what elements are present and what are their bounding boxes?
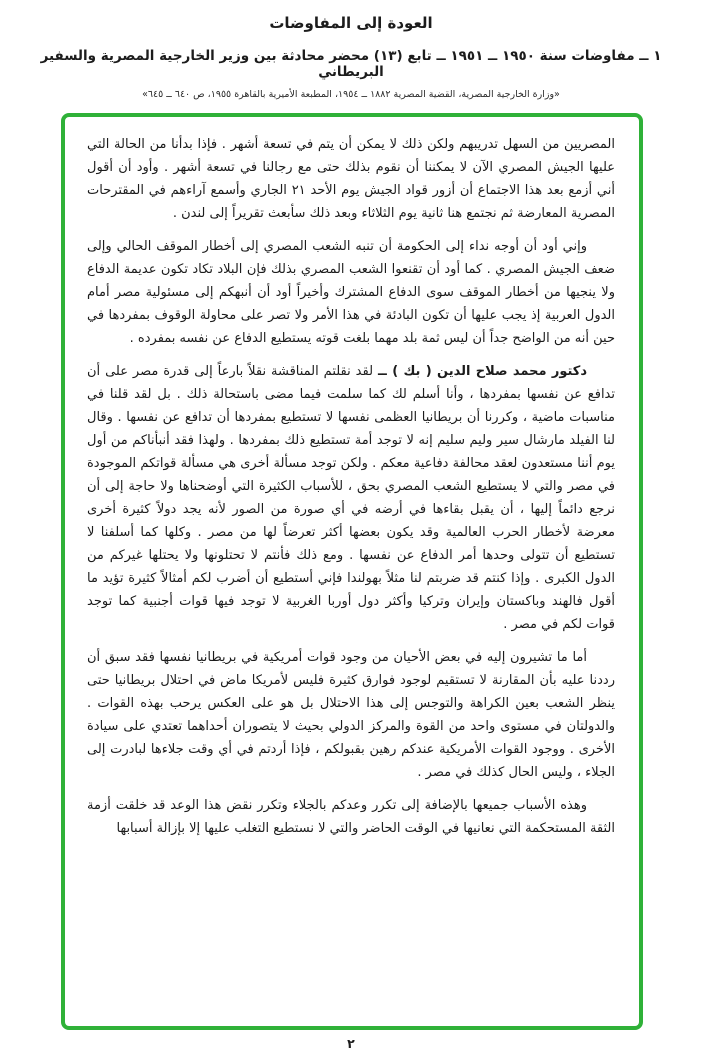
body-paragraph: وإني أود أن أوجه نداء إلى الحكومة أن تنبه الشعب المصري إلى أخطار الموقف الحالي وإلى ضعف الجيش المصري . كما أود أن تقنعوا الشعب المصري بذلك فإن البلاد تكاد تكون عديمة الدفاع ولا ينجيها من أخطار الموقف سوى الدفاع المشترك وأخيراً أود أن أنبهكم إلى مسئولية مصر أمام الدول العربية إذ يجب عليها أن تكون البادئة في هذا الأمر ولا تصر على محاولة الوقوف بمفردها في حين أنه من الواضح جداً أن ليس ثمة بلد مهما بلغت قوته يستطيع الدفاع عن نفسه بمفرده . [87, 239, 615, 346]
page-title: العودة إلى المفاوضات [269, 14, 433, 32]
body-paragraph: المصريين من السهل تدريبهم ولكن ذلك لا يمكن أن يتم في تسعة أشهر . فإذا بدأنا من الحالة التي عليها الجيش المصري الآن لا يمكننا أن نقوم بذلك حتى مع رجالنا في تسعة أشهر . وأود أن أقول أني أزمع بعد هذا الاجتماع أن أزور قواد الجيش يوم الأحد ٢١ الجاري وأسمع آراءهم في المقترحات المصرية المعارضة ثم نجتمع هنا ثانية يوم الثلاثاء وبعد ذلك سأبعث تقريراً إلى لندن . [87, 137, 615, 221]
page-number: ٢ [347, 1036, 355, 1051]
speaker-name: دكتور محمد صلاح الدين ( بك ) ــ [377, 364, 588, 379]
source-citation: «وزارة الخارجية المصرية، القضية المصرية ١٨٨٢ ــ ١٩٥٤، المطبعة الأميرية بالقاهرة ١٩٥٥، ص ٦٤٠ ــ ٦٤٥» [142, 89, 560, 100]
body-paragraph: وهذه الأسباب جميعها بالإضافة إلى تكرر وعدكم بالجلاء وتكرر نقض هذا الوعد قد خلقت أزمة الثقة المستحكمة التي نعانيها في الوقت الحاضر والتي لا نستطيع التغلب عليها إلا بإزالة أسبابها [87, 798, 615, 836]
highlight-box [61, 113, 643, 1030]
page-header [0, 14, 702, 100]
section-heading: ١ ــ مفاوضات سنة ١٩٥٠ ــ ١٩٥١ ــ تابع (١٣) محضر محادثة بين وزير الخارجية المصرية والسفير البريطاني [40, 48, 662, 80]
body-paragraph: أما ما تشيرون إليه في بعض الأحيان من وجود قوات أمريكية في بريطانيا نفسها فقد سبق أن رددنا عليه بأن المقارنة لا تستقيم لوجود فوارق كثيرة فليس لأمريكا ماض في احتلال بريطانيا حتى ينظر الشعب بعين الكراهة والتوجس إلى هذا الاحتلال بل هو على العكس يرحب بهذه القوات . والدولتان في مستوى واحد من القوة والمركز الدولي بحيث لا يتصوران أحداهما تعتدي على سيادة الأخرى . ووجود القوات الأمريكية عندكم رهين بقبولكم ، فإذا أردتم في أي وقت جلاءها لبادرت إلى الجلاء ، وليس الحال كذلك في مصر . [87, 650, 615, 780]
body-paragraph [87, 360, 615, 636]
paragraph-text: لقد نقلتم المناقشة نقلاً بارعاً إلى قدرة مصر على أن تدافع عن نفسها بمفردها ، وأنا أسلم لك كما سلمت فيما مضى باستحالة ذلك . بل لقد قلنا في مناسبات ماضية ، وكررنا أن بريطانيا العظمى نفسها لا تستطيع بمفردها أن تدافع عن نفسها . وقال لنا الفيلد مارشال سير وليم سليم إنه لا توجد أمة تستطيع ذلك بمفردها . ولهذا فقد أنبأناكم من أول يوم أننا مستعدون لعقد محالفة دفاعية معكم . ولكن توجد مسألة أخرى هي مسألة قواتكم الموجودة في مصر والتي لا يستطيع الشعب المصري بحق ، للأسباب الكثيرة التي أوضحناها ولا حاجة إلى أن نرجع دائماً إليها ، أن يقبل بقاءها في أرضه في أي صورة من الصور لأنه يجد دولاً كثيرة أخرى معرضة لأخطار الحرب العالمية وقد يكون بعضها أكثر تعرضاً لها من مصر . وكلها كما أسلفنا لا تستطيع أن تتولى وحدها أمر الدفاع عن نفسها . ومع ذلك فأنتم لا تحتلونها ولا يحتلها غيركم من الدول الكبرى . وإذا كنتم قد ضربتم لنا مثلاً بهولندا فإني أستطيع أن أضرب لكم أمثالاً كثيرة تؤيد ما أقول فالهند وباكستان وإيران وتركيا وأكثر دول أوربا الغربية لا توجد فيها قوات أجنبية كما توجد قوات لكم في مصر . [87, 364, 615, 632]
